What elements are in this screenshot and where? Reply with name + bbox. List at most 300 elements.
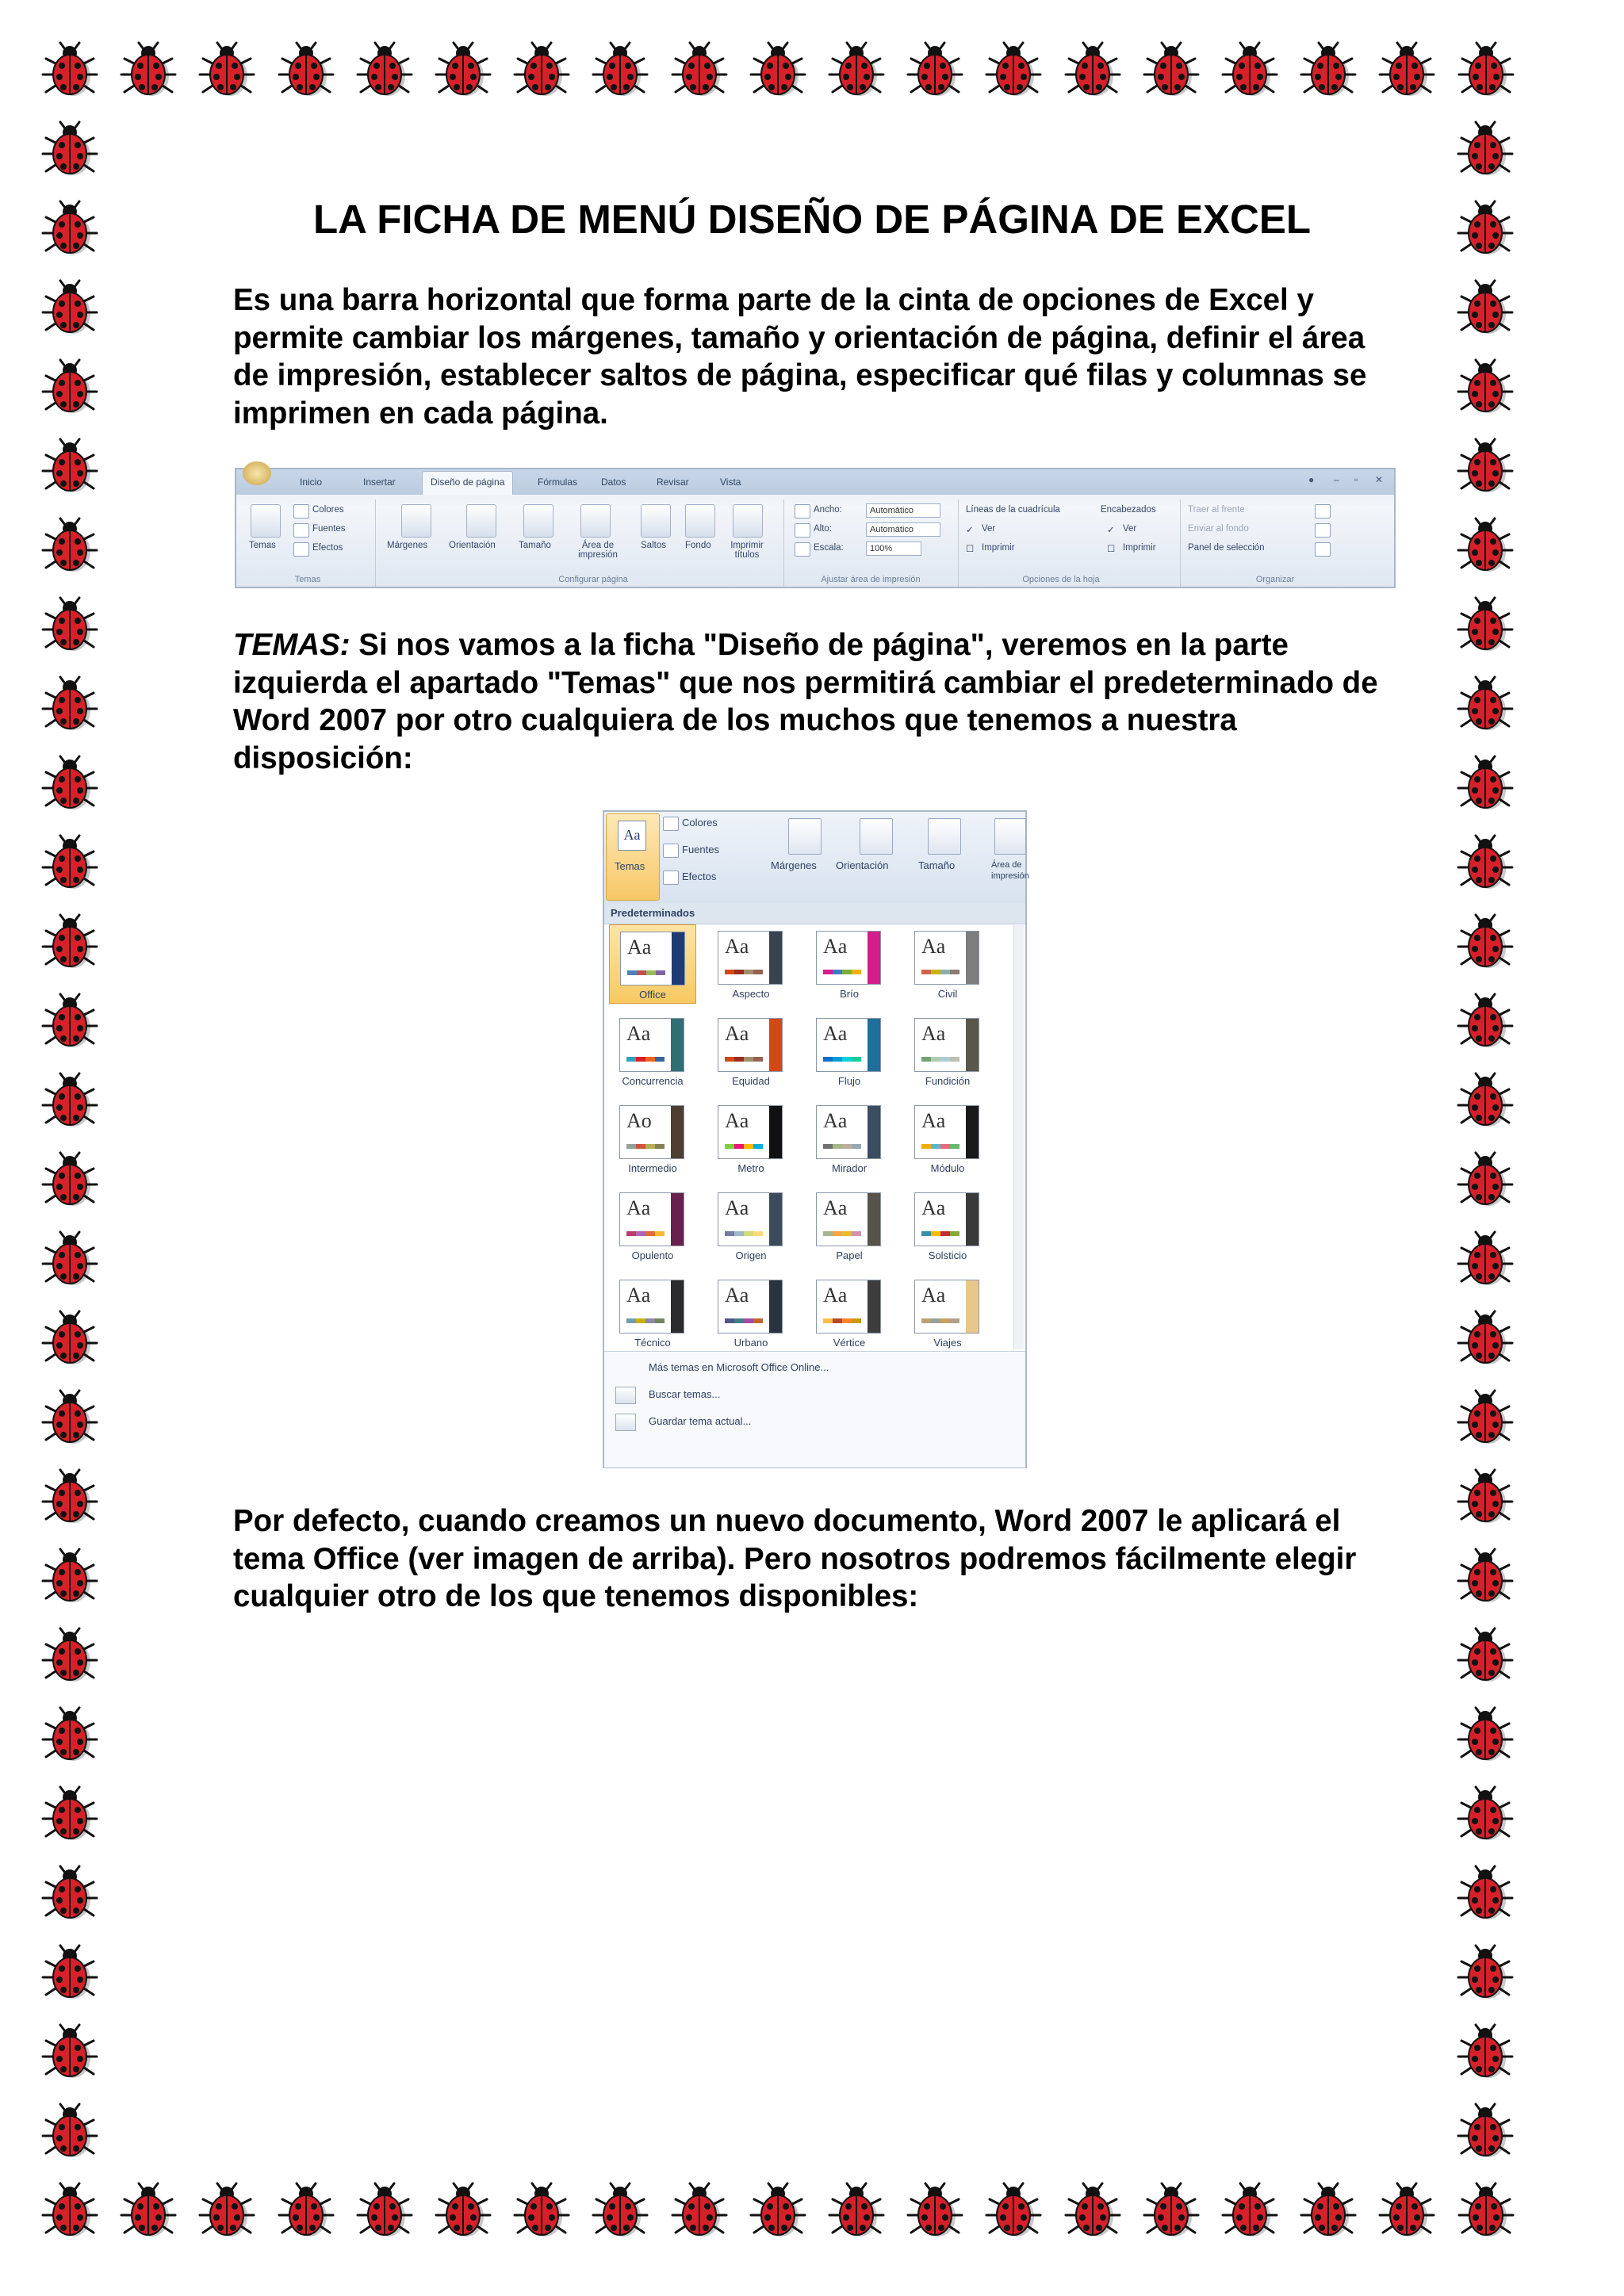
- organizar-group-label: Organizar: [1255, 575, 1295, 584]
- ladybug-icon: [38, 40, 102, 103]
- ladybug-icon: [1454, 1942, 1517, 2006]
- theme-name: Opulento: [631, 1249, 674, 1261]
- ladybug-icon: [1454, 991, 1517, 1054]
- theme-option: [806, 1099, 893, 1178]
- theme-accent-bar: [966, 1019, 979, 1071]
- ladybug-icon: [510, 40, 573, 103]
- theme-color-swatches: [725, 1231, 763, 1236]
- ladybug-icon: [195, 2180, 259, 2244]
- theme-aa: Aa: [921, 1284, 946, 1307]
- theme-aa: Aa: [725, 1284, 749, 1307]
- theme-thumbnail: [619, 1105, 684, 1159]
- theme-thumbnail: [914, 931, 979, 985]
- opciones-group-label: Opciones de la hoja: [1022, 575, 1100, 584]
- ladybug-icon: [1454, 2180, 1518, 2244]
- theme-name: Solsticio: [928, 1249, 967, 1261]
- theme-accent-bar: [966, 1280, 979, 1333]
- ladybug-icon: [1061, 2180, 1124, 2244]
- theme-option: [806, 1012, 893, 1091]
- ladybug-icon: [1297, 40, 1360, 103]
- theme-option: [707, 1273, 795, 1353]
- theme-name: Papel: [836, 1249, 863, 1261]
- orientacion-icon: [466, 504, 496, 538]
- encabezados-ver-check: ✓: [1107, 526, 1115, 535]
- lineas-cuadricula-label: Líneas de la cuadrícula: [966, 505, 1060, 515]
- ladybug-icon: [1454, 1308, 1517, 1372]
- theme-accent-bar: [671, 1106, 684, 1158]
- guardar-tema-link: Guardar tema actual...: [649, 1415, 752, 1427]
- theme-thumbnail: [816, 1280, 881, 1334]
- theme-color-swatches: [921, 1318, 959, 1323]
- predeterminados-label: Predeterminados: [611, 907, 695, 919]
- theme-color-swatches: [823, 1318, 861, 1323]
- theme-thumbnail: [914, 1105, 979, 1159]
- theme-color-swatches: [921, 1057, 959, 1062]
- encabezados-ver-label: Ver: [1123, 524, 1137, 534]
- ladybug-icon: [825, 40, 888, 103]
- theme-aa: Aa: [921, 935, 946, 958]
- efectos-label: Efectos: [682, 871, 717, 882]
- theme-accent-bar: [868, 1106, 880, 1158]
- theme-name: Mirador: [831, 1162, 868, 1174]
- buscar-temas-link: Buscar temas...: [649, 1388, 721, 1400]
- ladybug-icon: [38, 1863, 102, 1927]
- ladybug-icon: [38, 1625, 102, 1689]
- theme-color-swatches: [725, 970, 763, 974]
- ladybug-icon: [38, 1705, 102, 1768]
- group-separator: [375, 499, 376, 587]
- ladybug-icon: [38, 357, 102, 420]
- theme-option: [609, 924, 696, 1004]
- buscar-temas-icon: [615, 1387, 636, 1404]
- margenes-label: Márgenes: [387, 541, 428, 550]
- theme-aa: Ao: [626, 1109, 652, 1132]
- theme-aa: Aa: [725, 1022, 749, 1045]
- ladybug-icon: [38, 515, 102, 579]
- ladybug-icon: [38, 912, 102, 975]
- theme-color-swatches: [823, 1057, 861, 1062]
- tamano-icon: [928, 818, 961, 855]
- encabezados-label: Encabezados: [1101, 505, 1156, 515]
- ladybug-icon: [195, 40, 259, 103]
- ancho-icon: [795, 504, 810, 519]
- ladybug-icon: [1454, 1467, 1517, 1530]
- ladybug-icon: [1454, 1229, 1517, 1292]
- theme-aa: Aa: [823, 935, 848, 958]
- theme-aa: Aa: [823, 1284, 848, 1307]
- ladybug-icon: [1218, 40, 1281, 103]
- ladybug-icon: [431, 40, 495, 103]
- theme-aa: Aa: [626, 1196, 651, 1219]
- ladybug-icon: [38, 991, 102, 1054]
- area-impresion-icon: [994, 818, 1026, 855]
- theme-accent-bar: [966, 1193, 979, 1246]
- temas-paragraph: [233, 626, 1399, 777]
- theme-accent-bar: [769, 1106, 782, 1158]
- theme-thumbnail: [620, 932, 685, 985]
- margenes-icon: [401, 504, 431, 538]
- theme-thumbnail: [914, 1192, 979, 1246]
- theme-option: [609, 1012, 696, 1091]
- restore-icon: ▫: [1354, 474, 1358, 485]
- intro-paragraph: Es una barra horizontal que forma parte de la cinta de opciones de Excel y permite cambiar los márgenes, tamaño y orientación de página, definir el área de impresión, establecer saltos de página, especificar qué filas y columnas se imprimen en cada página.: [233, 283, 1367, 430]
- orientacion-label: Orientación: [836, 859, 889, 871]
- ladybug-icon: [38, 2101, 102, 2164]
- ladybug-icon: [38, 119, 102, 182]
- fuentes-icon: [663, 844, 679, 858]
- theme-color-swatches: [823, 1231, 861, 1236]
- theme-color-swatches: [725, 1057, 763, 1062]
- ladybug-icon: [588, 2180, 652, 2244]
- ladybug-icon: [117, 2180, 180, 2244]
- theme-color-swatches: [626, 1318, 665, 1323]
- temas-label: Temas: [249, 541, 276, 550]
- temas-button: [606, 813, 660, 901]
- theme-aa: Aa: [626, 1022, 651, 1045]
- ladybug-icon: [510, 2180, 573, 2244]
- theme-thumbnail: [619, 1280, 684, 1334]
- fondo-icon: [685, 504, 715, 538]
- temas-group-label: Temas: [294, 575, 321, 584]
- theme-thumbnail: [619, 1018, 684, 1072]
- theme-option: [904, 1186, 991, 1265]
- page-title: LA FICHA DE MENÚ DISEÑO DE PÁGINA DE EXCEL: [312, 197, 1312, 242]
- theme-aa: Aa: [725, 1196, 749, 1219]
- theme-accent-bar: [769, 932, 782, 984]
- theme-thumbnail: [619, 1192, 684, 1246]
- ladybug-icon: [982, 40, 1045, 103]
- ladybug-icon: [668, 2180, 731, 2244]
- minimize-icon: –: [1334, 474, 1339, 485]
- ladybug-icon: [38, 1467, 102, 1530]
- ladybug-icon: [1375, 2180, 1438, 2244]
- default-theme-paragraph: Por defecto, cuando creamos un nuevo documento, Word 2007 le aplicará el tema Office (ver imagen de arriba). Pero nosotros podremos fácilmente elegir cualquier otro de los que tenemos disponibles:: [233, 1504, 1357, 1613]
- ladybug-icon: [38, 1150, 102, 1213]
- temas-icon: [251, 504, 281, 538]
- tamano-label: Tamaño: [519, 541, 551, 550]
- gallery-header: [604, 903, 1025, 924]
- ladybug-icon: [903, 2180, 967, 2244]
- tab-inicio: Inicio: [300, 476, 323, 488]
- ladybug-icon: [1454, 40, 1518, 103]
- fondo-label: Fondo: [685, 541, 711, 550]
- colores-label: Colores: [682, 817, 718, 828]
- theme-name: Civil: [937, 988, 958, 1000]
- theme-name: Intermedio: [628, 1162, 677, 1174]
- theme-color-swatches: [725, 1144, 763, 1149]
- group-separator: [783, 499, 784, 587]
- ladybug-icon: [903, 40, 967, 103]
- enviar-fondo-label: Enviar al fondo: [1188, 524, 1249, 534]
- ladybug-icon: [982, 2180, 1045, 2244]
- encabezados-imprimir-checkbox: ☐: [1107, 545, 1116, 554]
- ladybug-icon: [353, 2180, 416, 2244]
- ladybug-icon: [1061, 40, 1124, 103]
- imprimir-titulos-label: Imprimir títulos: [730, 541, 764, 560]
- colores-label: Colores: [312, 505, 344, 515]
- theme-accent-bar: [966, 932, 979, 984]
- area-impresion-label: Área de impresión: [991, 860, 1029, 881]
- ancho-select: Automático: [866, 503, 940, 518]
- encabezados-imprimir-label: Imprimir: [1123, 543, 1156, 553]
- ladybug-icon: [1454, 277, 1517, 341]
- theme-thumbnail: [816, 1018, 881, 1072]
- gallery-footer: [604, 1351, 1025, 1468]
- saltos-icon: [641, 504, 671, 538]
- theme-option: [806, 1273, 893, 1353]
- tamano-label: Tamaño: [918, 859, 956, 871]
- theme-name: Fundición: [925, 1075, 971, 1087]
- lineas-ver-check: ✓: [966, 526, 974, 535]
- agrupar-icon: [1315, 523, 1331, 538]
- ribbon-screenshot: [235, 468, 1396, 588]
- theme-name: Metro: [737, 1162, 764, 1174]
- orientacion-icon: [860, 818, 893, 855]
- efectos-icon: [293, 542, 309, 557]
- theme-name: Vértice: [833, 1337, 866, 1349]
- area-impresion-icon: [580, 504, 611, 538]
- ladybug-icon: [1218, 2180, 1281, 2244]
- themes-gallery-screenshot: [603, 810, 1027, 1468]
- alto-label: Alto:: [814, 524, 833, 534]
- ladybug-icon: [1454, 912, 1517, 975]
- theme-name: Equidad: [732, 1075, 770, 1087]
- tab-formulas: Fórmulas: [538, 476, 578, 488]
- theme-color-swatches: [626, 1144, 665, 1149]
- ladybug-icon: [1454, 1784, 1517, 1847]
- group-separator: [1180, 499, 1181, 587]
- tab-datos: Datos: [601, 476, 626, 488]
- theme-aa: Aa: [725, 935, 749, 958]
- theme-name: Office: [639, 989, 666, 1001]
- ladybug-icon: [1139, 2180, 1203, 2244]
- ladybug-icon: [38, 277, 102, 341]
- ladybug-icon: [38, 1229, 102, 1292]
- fuentes-label: Fuentes: [682, 844, 719, 855]
- temas-lead: TEMAS:: [233, 628, 350, 662]
- margenes-label: Márgenes: [771, 859, 817, 871]
- theme-name: Urbano: [733, 1337, 768, 1349]
- ladybug-icon: [38, 595, 102, 658]
- theme-accent-bar: [769, 1280, 782, 1333]
- ladybug-icon: [1454, 119, 1517, 182]
- theme-aa: Aa: [823, 1022, 848, 1045]
- ladybug-icon: [38, 832, 102, 896]
- theme-color-swatches: [823, 1144, 861, 1149]
- ladybug-icon: [1454, 2101, 1517, 2164]
- theme-accent-bar: [868, 1280, 880, 1333]
- orientacion-label: Orientación: [449, 541, 496, 550]
- escala-input: 100%: [866, 541, 921, 556]
- ladybug-icon: [1454, 1863, 1517, 1927]
- ladybug-icon: [825, 2180, 888, 2244]
- ladybug-icon: [1454, 832, 1517, 896]
- ladybug-icon: [38, 1387, 102, 1451]
- theme-accent-bar: [769, 1019, 782, 1071]
- theme-color-swatches: [626, 1231, 665, 1236]
- theme-thumbnail: [718, 1280, 783, 1334]
- ladybug-icon: [1454, 357, 1517, 420]
- theme-accent-bar: [868, 1193, 880, 1246]
- lineas-imprimir-label: Imprimir: [982, 543, 1015, 553]
- theme-color-swatches: [626, 1057, 665, 1062]
- ladybug-icon: [38, 198, 102, 262]
- theme-accent-bar: [966, 1106, 979, 1158]
- theme-option: [707, 924, 795, 1004]
- fuentes-label: Fuentes: [312, 524, 346, 534]
- ladybug-icon: [746, 2180, 810, 2244]
- guardar-tema-icon: [615, 1414, 636, 1431]
- lineas-ver-label: Ver: [982, 524, 996, 534]
- ladybug-icon: [1375, 40, 1438, 103]
- ladybug-icon: [1454, 595, 1517, 658]
- ladybug-icon: [1139, 40, 1203, 103]
- theme-color-swatches: [921, 970, 959, 974]
- theme-name: Aspecto: [732, 988, 770, 1000]
- efectos-icon: [663, 871, 679, 885]
- office-button-icon: [243, 461, 271, 485]
- temas-button-label: Temas: [615, 860, 645, 872]
- ladybug-icon: [1454, 1625, 1517, 1689]
- ladybug-icon: [274, 40, 338, 103]
- area-impresion-label: Área de impresión: [578, 541, 618, 560]
- theme-thumbnail: [718, 1018, 783, 1072]
- traer-frente-label: Traer al frente: [1188, 505, 1245, 515]
- ancho-label: Ancho:: [814, 505, 842, 515]
- lineas-imprimir-checkbox: ☐: [966, 545, 975, 554]
- ajustar-group-label: Ajustar área de impresión: [821, 575, 921, 584]
- ladybug-icon: [38, 753, 102, 817]
- ladybug-icon: [38, 1070, 102, 1134]
- ladybug-icon: [117, 40, 180, 103]
- theme-thumbnail: [816, 931, 881, 985]
- theme-accent-bar: [769, 1193, 782, 1246]
- theme-name: Módulo: [930, 1162, 965, 1174]
- alto-select: Automático: [866, 522, 940, 537]
- tamano-icon: [523, 504, 553, 538]
- ladybug-icon: [38, 1784, 102, 1847]
- tab-insertar: Insertar: [363, 476, 396, 488]
- ladybug-icon: [746, 40, 810, 103]
- theme-option: [707, 1012, 795, 1091]
- saltos-label: Saltos: [641, 541, 666, 550]
- ladybug-icon: [1454, 436, 1517, 499]
- theme-accent-bar: [868, 932, 880, 984]
- theme-name: Concurrencia: [622, 1075, 684, 1087]
- escala-label: Escala:: [814, 543, 844, 553]
- theme-option: [609, 1099, 696, 1178]
- theme-color-swatches: [921, 1144, 959, 1149]
- alto-icon: [795, 523, 810, 538]
- theme-accent-bar: [868, 1019, 880, 1071]
- ladybug-icon: [1454, 1705, 1517, 1768]
- fuentes-icon: [293, 523, 309, 538]
- alinear-icon: [1315, 504, 1331, 519]
- theme-thumbnail: [816, 1192, 881, 1246]
- theme-aa: Aa: [627, 936, 652, 959]
- theme-accent-bar: [671, 1280, 684, 1333]
- theme-thumbnail: [914, 1018, 979, 1072]
- theme-aa: Aa: [921, 1022, 946, 1045]
- theme-option: [707, 1186, 795, 1265]
- theme-accent-bar: [671, 1193, 684, 1246]
- colores-icon: [293, 504, 309, 519]
- theme-name: Flujo: [837, 1075, 861, 1087]
- ladybug-icon: [1454, 753, 1517, 817]
- ladybug-icon: [38, 2180, 102, 2244]
- theme-option: [806, 924, 893, 1004]
- theme-option: [806, 1186, 893, 1265]
- theme-thumbnail: [718, 1192, 783, 1246]
- ladybug-icon: [38, 436, 102, 499]
- ladybug-icon: [588, 40, 652, 103]
- ladybug-icon: [38, 2022, 102, 2085]
- theme-name: Técnico: [634, 1337, 671, 1349]
- theme-name: Viajes: [933, 1337, 962, 1349]
- theme-color-swatches: [921, 1231, 959, 1236]
- ladybug-icon: [38, 1308, 102, 1372]
- ladybug-icon: [1454, 1070, 1517, 1134]
- colores-icon: [663, 817, 679, 831]
- theme-option: [904, 1012, 991, 1091]
- theme-option: [904, 1099, 991, 1178]
- help-icon: ●: [1308, 474, 1315, 485]
- theme-option: [609, 1186, 696, 1265]
- girar-icon: [1315, 542, 1331, 557]
- theme-aa: Aa: [921, 1109, 946, 1132]
- theme-aa: Aa: [626, 1284, 651, 1307]
- temas-text: Si nos vamos a la ficha "Diseño de página", veremos en la parte izquierda el apartado "Temas" que nos permitirá cambiar el predeterminado de Word 2007 por otro cualquiera de los muchos que tenemos a nuestra disposición:: [233, 628, 1378, 775]
- gallery-scrollbar: [1013, 925, 1024, 1349]
- ladybug-icon: [1454, 1546, 1517, 1609]
- tab-diseno-pagina: Diseño de página: [422, 471, 513, 495]
- ladybug-icon: [274, 2180, 338, 2244]
- imprimir-titulos-icon: [733, 504, 763, 538]
- temas-aa-icon: Aa: [618, 821, 646, 851]
- theme-aa: Aa: [725, 1109, 749, 1132]
- theme-thumbnail: [718, 931, 783, 985]
- ladybug-icon: [1454, 1387, 1517, 1451]
- ladybug-icon: [1454, 674, 1517, 737]
- mas-temas-link: Más temas en Microsoft Office Online...: [649, 1361, 829, 1373]
- theme-aa: Aa: [921, 1196, 946, 1219]
- ladybug-icon: [1297, 2180, 1360, 2244]
- ladybug-icon: [1454, 1150, 1517, 1213]
- theme-color-swatches: [725, 1318, 763, 1323]
- theme-name: Brío: [840, 988, 859, 1000]
- gallery-toolbar: [604, 812, 1029, 903]
- ladybug-icon: [668, 40, 731, 103]
- ladybug-icon: [1454, 2022, 1517, 2085]
- ladybug-icon: [38, 1546, 102, 1609]
- theme-aa: Aa: [823, 1196, 848, 1219]
- ladybug-icon: [353, 40, 416, 103]
- efectos-label: Efectos: [312, 543, 343, 553]
- theme-color-swatches: [823, 970, 861, 974]
- theme-accent-bar: [671, 1019, 684, 1071]
- tab-revisar: Revisar: [657, 476, 689, 488]
- group-separator: [958, 499, 959, 587]
- ladybug-icon: [431, 2180, 495, 2244]
- ribbon-tab-bar: [236, 469, 1394, 495]
- configurar-group-label: Configurar página: [558, 575, 628, 584]
- theme-option: [609, 1273, 696, 1353]
- ladybug-icon: [38, 674, 102, 737]
- theme-color-swatches: [627, 970, 665, 975]
- tab-vista: Vista: [720, 476, 741, 488]
- theme-thumbnail: [914, 1280, 979, 1334]
- theme-accent-bar: [672, 932, 684, 985]
